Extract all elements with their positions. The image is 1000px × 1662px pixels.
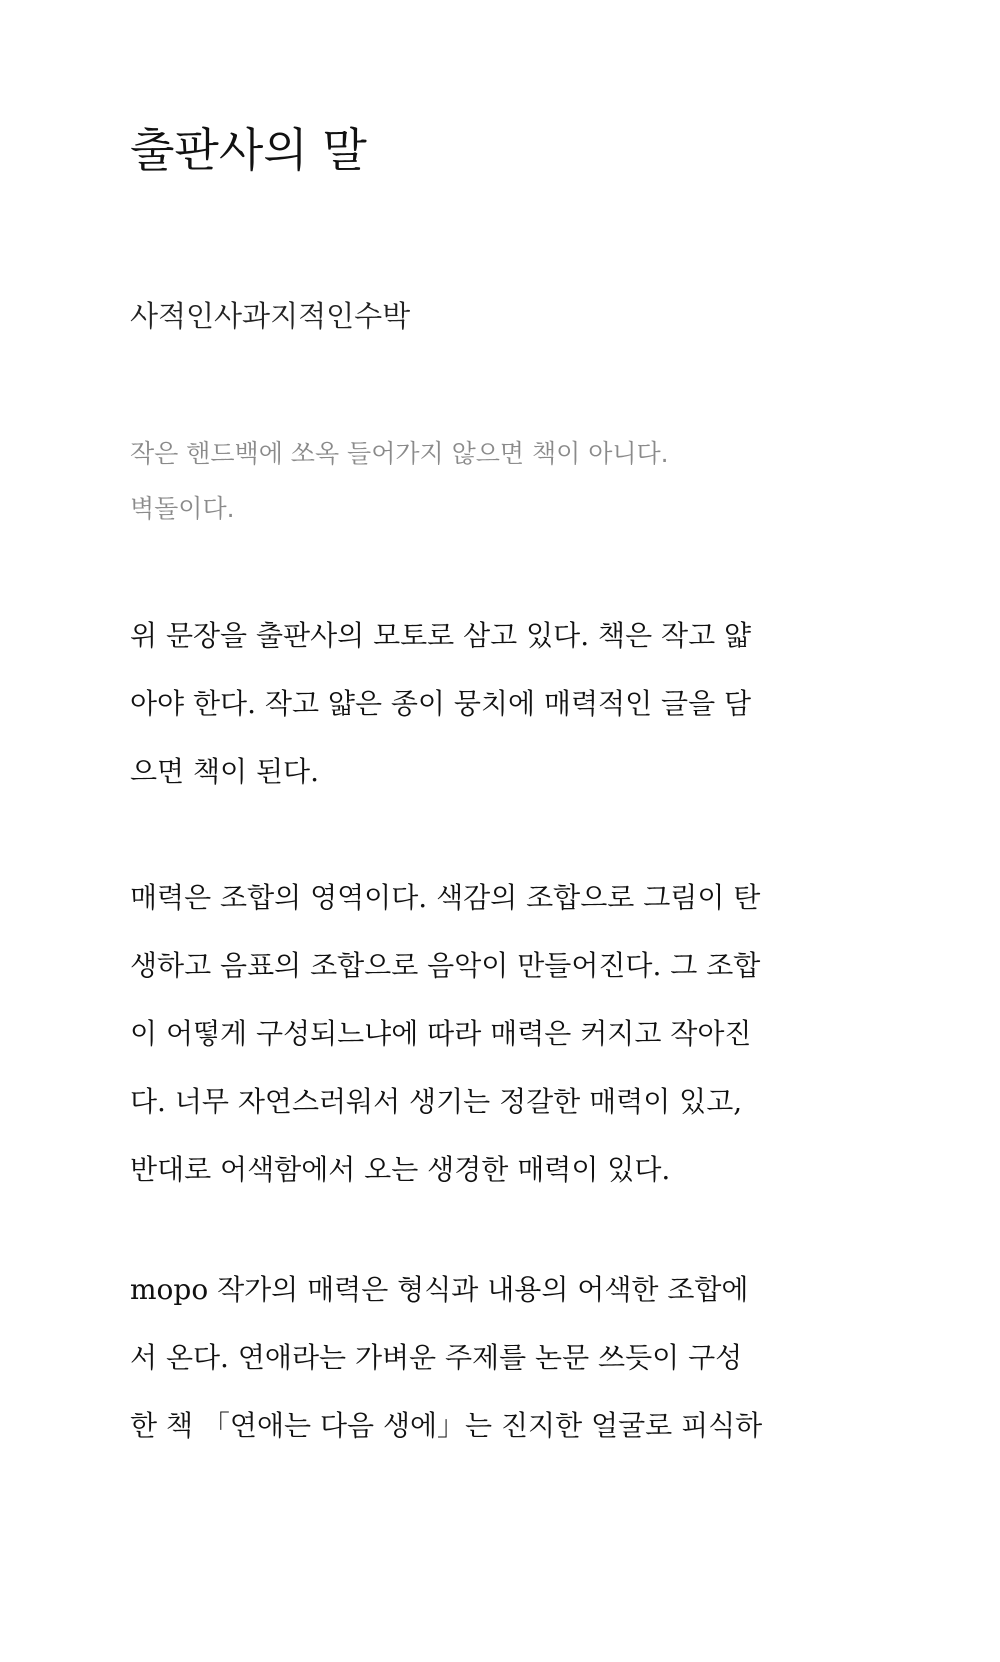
page-title: 출판사의 말 (130, 123, 367, 177)
epigraph (130, 426, 830, 536)
paragraph-1 (130, 602, 830, 806)
epigraph-line: 벽돌이다. (130, 494, 235, 523)
paragraph-line: 생하고 음표의 조합으로 음악이 만들어진다. 그 조합 (130, 949, 761, 982)
paragraph-line: 위 문장을 출판사의 모토로 삼고 있다. 책은 작고 얇 (130, 619, 752, 652)
paragraph-line: 한 책 「연애는 다음 생에」는 진지한 얼굴로 피식하 (130, 1409, 763, 1442)
paragraph-line: 서 온다. 연애라는 가벼운 주제를 논문 쓰듯이 구성 (130, 1341, 743, 1374)
paragraph-line: 으면 책이 된다. (130, 755, 319, 788)
paragraph-line: 아야 한다. 작고 얇은 종이 뭉치에 매력적인 글을 담 (130, 687, 752, 720)
paragraph-3 (130, 1256, 830, 1460)
publisher-name: 사적인사과지적인수박 (130, 299, 411, 333)
paragraph-line: 반대로 어색함에서 오는 생경한 매력이 있다. (130, 1153, 671, 1186)
paragraph-line: 다. 너무 자연스러워서 생기는 정갈한 매력이 있고, (130, 1085, 743, 1118)
paragraph-2 (130, 864, 830, 1204)
paragraph-line: mopo 작가의 매력은 형식과 내용의 어색한 조합에 (130, 1273, 749, 1306)
paragraph-line: 이 어떻게 구성되느냐에 따라 매력은 커지고 작아진 (130, 1017, 752, 1050)
paragraph-line: 매력은 조합의 영역이다. 색감의 조합으로 그림이 탄 (130, 881, 761, 914)
epigraph-line: 작은 핸드백에 쏘옥 들어가지 않으면 책이 아니다. (130, 439, 669, 468)
